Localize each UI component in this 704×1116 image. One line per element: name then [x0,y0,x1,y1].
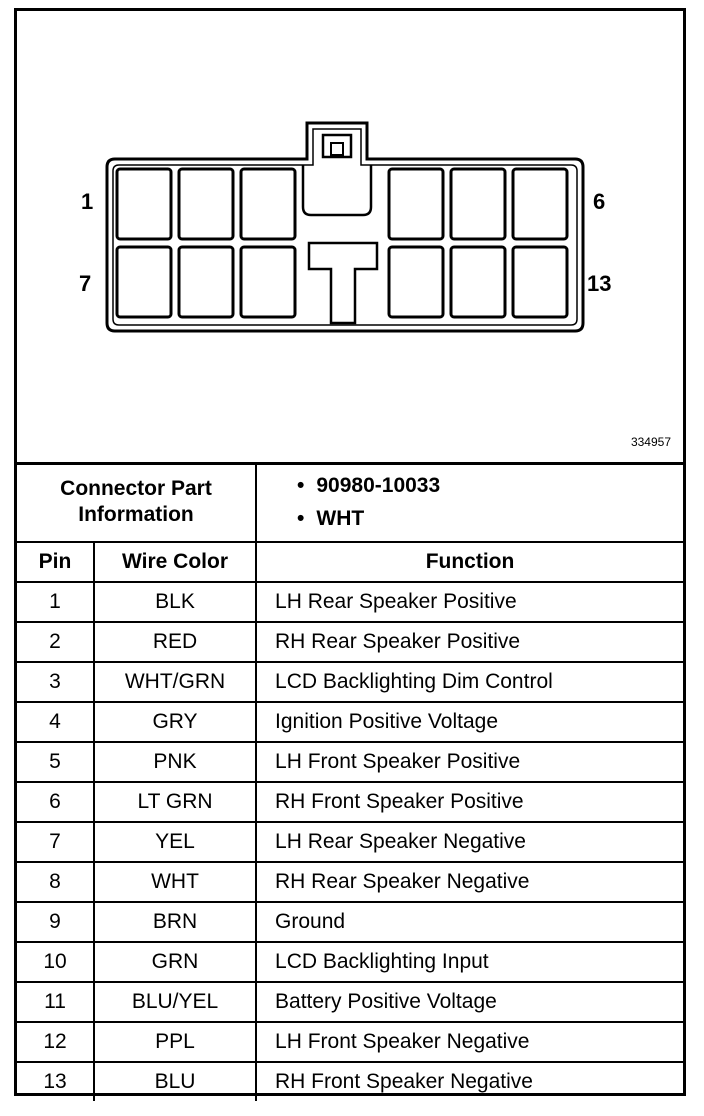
pin-cell: 7 [17,822,94,862]
function-cell: RH Rear Speaker Negative [256,862,683,902]
connector-info-label: Connector Part Information [17,462,256,542]
cavity-8 [179,247,233,317]
table-row [17,862,683,902]
table-row [17,822,683,862]
function-cell: LCD Backlighting Dim Control [256,662,683,702]
table-row [17,982,683,1022]
connector-info-row [17,462,683,542]
function-cell: RH Rear Speaker Positive [256,622,683,662]
wire-color-cell: LT GRN [94,782,256,822]
connector-part-number: • 90980-10033 [297,469,683,502]
connector-info-items [256,462,683,542]
wire-color-cell: YEL [94,822,256,862]
table-header-row [17,542,683,582]
pin-cell: 1 [17,582,94,622]
header-wire-color: Wire Color [94,542,256,582]
pin-cell: 2 [17,622,94,662]
function-cell: LCD Backlighting Input [256,942,683,982]
wire-color-cell: WHT [94,862,256,902]
center-key [303,165,371,215]
cavity-1 [117,169,171,239]
function-cell: LH Rear Speaker Negative [256,822,683,862]
cavity-9 [241,247,295,317]
table-row [17,742,683,782]
function-cell: Ground [256,902,683,942]
header-function: Function [256,542,683,582]
wire-color-cell: WHT/GRN [94,662,256,702]
pin-cell: 3 [17,662,94,702]
pin-cell: 5 [17,742,94,782]
cavity-row-bottom [117,247,567,317]
wire-color-cell: BLU [94,1062,256,1101]
pin-label-1: 1 [81,189,94,214]
cavity-2 [179,169,233,239]
function-cell: RH Front Speaker Negative [256,1062,683,1101]
pin-cell: 8 [17,862,94,902]
pin-cell: 11 [17,982,94,1022]
table-row [17,702,683,742]
wire-color-cell: PNK [94,742,256,782]
connector-table [17,462,683,1101]
function-cell: Ignition Positive Voltage [256,702,683,742]
cavity-6 [513,169,567,239]
pin-cell: 4 [17,702,94,742]
table-row [17,782,683,822]
function-cell: LH Front Speaker Positive [256,742,683,782]
wire-color-cell: RED [94,622,256,662]
cavity-5 [451,169,505,239]
pin-label-13: 13 [587,271,612,296]
connector-face-drawing [17,11,683,462]
table-row [17,1022,683,1062]
table-row [17,1062,683,1101]
pin-cell: 12 [17,1022,94,1062]
latch-tab [323,135,351,157]
table-row [17,622,683,662]
table-row [17,662,683,702]
pin-label-7: 7 [79,271,92,296]
cavity-4 [389,169,443,239]
table-row [17,582,683,622]
cavity-12 [513,247,567,317]
cavity-row-top [117,169,567,239]
pin-cell: 13 [17,1062,94,1101]
t-key [309,243,377,323]
wire-color-cell: BLK [94,582,256,622]
header-pin: Pin [17,542,94,582]
wire-color-cell: BLU/YEL [94,982,256,1022]
cavity-3 [241,169,295,239]
connector-color: • WHT [297,502,683,535]
connector-diagram [17,11,683,465]
cavity-7 [117,247,171,317]
wire-color-cell: GRY [94,702,256,742]
function-cell: LH Front Speaker Negative [256,1022,683,1062]
pin-cell: 6 [17,782,94,822]
connector-frame [14,8,686,1096]
wire-color-cell: GRN [94,942,256,982]
pin-cell: 9 [17,902,94,942]
pin-cell: 10 [17,942,94,982]
wire-color-cell: BRN [94,902,256,942]
cavity-10 [389,247,443,317]
function-cell: RH Front Speaker Positive [256,782,683,822]
function-cell: Battery Positive Voltage [256,982,683,1022]
wire-color-cell: PPL [94,1022,256,1062]
table-row [17,902,683,942]
function-cell: LH Rear Speaker Positive [256,582,683,622]
figure-number: 334957 [630,435,671,449]
table-row [17,942,683,982]
pin-label-6: 6 [593,189,606,214]
latch-slot [331,143,343,155]
cavity-11 [451,247,505,317]
